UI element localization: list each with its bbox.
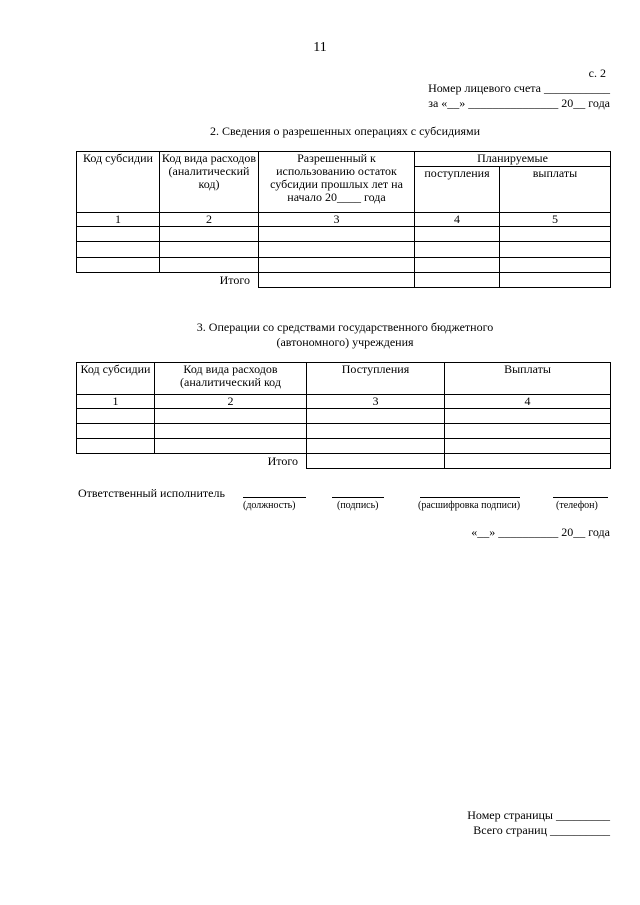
section3-table (76, 362, 611, 469)
account-number-line: Номер лицевого счета ___________ (428, 81, 610, 95)
col-number: 2 (155, 395, 307, 409)
sign-caption: (подпись) (337, 500, 379, 511)
decoding-line (420, 497, 520, 498)
col-number: 4 (445, 395, 611, 409)
header-planned: Планируемые (415, 152, 611, 167)
table-row (77, 242, 611, 258)
column-numbers-row (77, 395, 611, 409)
total-row (77, 273, 611, 288)
total-pages-field: Всего страниц __________ (473, 823, 610, 837)
col-number: 4 (415, 213, 500, 227)
section3-title-line2: (автономного) учреждения (276, 335, 414, 349)
column-numbers-row (77, 213, 611, 227)
phone-line (553, 497, 608, 498)
header-code: Код субсидии (77, 363, 155, 395)
phone-caption: (телефон) (556, 500, 598, 511)
total-label: Итого (219, 272, 250, 287)
col-number: 5 (500, 213, 611, 227)
position-caption: (должность) (243, 500, 296, 511)
date-line: «__» __________ 20__ года (471, 525, 610, 539)
total-row (77, 454, 611, 469)
section2-title: 2. Сведения о разрешенных операциях с субсидиями (209, 124, 481, 138)
section2-table (76, 151, 611, 288)
col-number: 2 (160, 213, 259, 227)
header-expense-code: Код вида расходов (аналитический код) (160, 152, 259, 213)
table-row (77, 439, 611, 454)
period-line: за «__» _______________ 20__ года (428, 96, 610, 110)
table-row (77, 409, 611, 424)
page-number: 11 (313, 40, 327, 55)
page-number-field: Номер страницы _________ (467, 808, 610, 822)
table-row (77, 424, 611, 439)
header-payments: Выплаты (445, 363, 611, 395)
col-number: 3 (259, 213, 415, 227)
col-number: 1 (77, 213, 160, 227)
position-line (243, 497, 306, 498)
header-receipts: Поступления (307, 363, 445, 395)
header-expense-code: Код вида расходов (аналитический код (155, 363, 307, 395)
col-number: 1 (77, 395, 155, 409)
col-number: 3 (307, 395, 445, 409)
header-receipts: поступления (415, 167, 500, 213)
section3-title-line1: 3. Операции со средствами государственного бюджетного (196, 320, 494, 334)
total-label: Итого (267, 453, 298, 468)
table-row (77, 227, 611, 242)
signature-line (332, 497, 384, 498)
header-allowed-balance: Разрешенный к использованию остаток субсидии прошлых лет на начало 20____ года (259, 152, 415, 213)
header-code: Код субсидии (77, 152, 160, 213)
table-row (77, 258, 611, 273)
header-payments: выплаты (500, 167, 611, 213)
responsible-executor-label: Ответственный исполнитель (78, 486, 225, 500)
decoding-caption: (расшифровка подписи) (418, 500, 521, 511)
page-side-label: с. 2 (588, 66, 606, 80)
